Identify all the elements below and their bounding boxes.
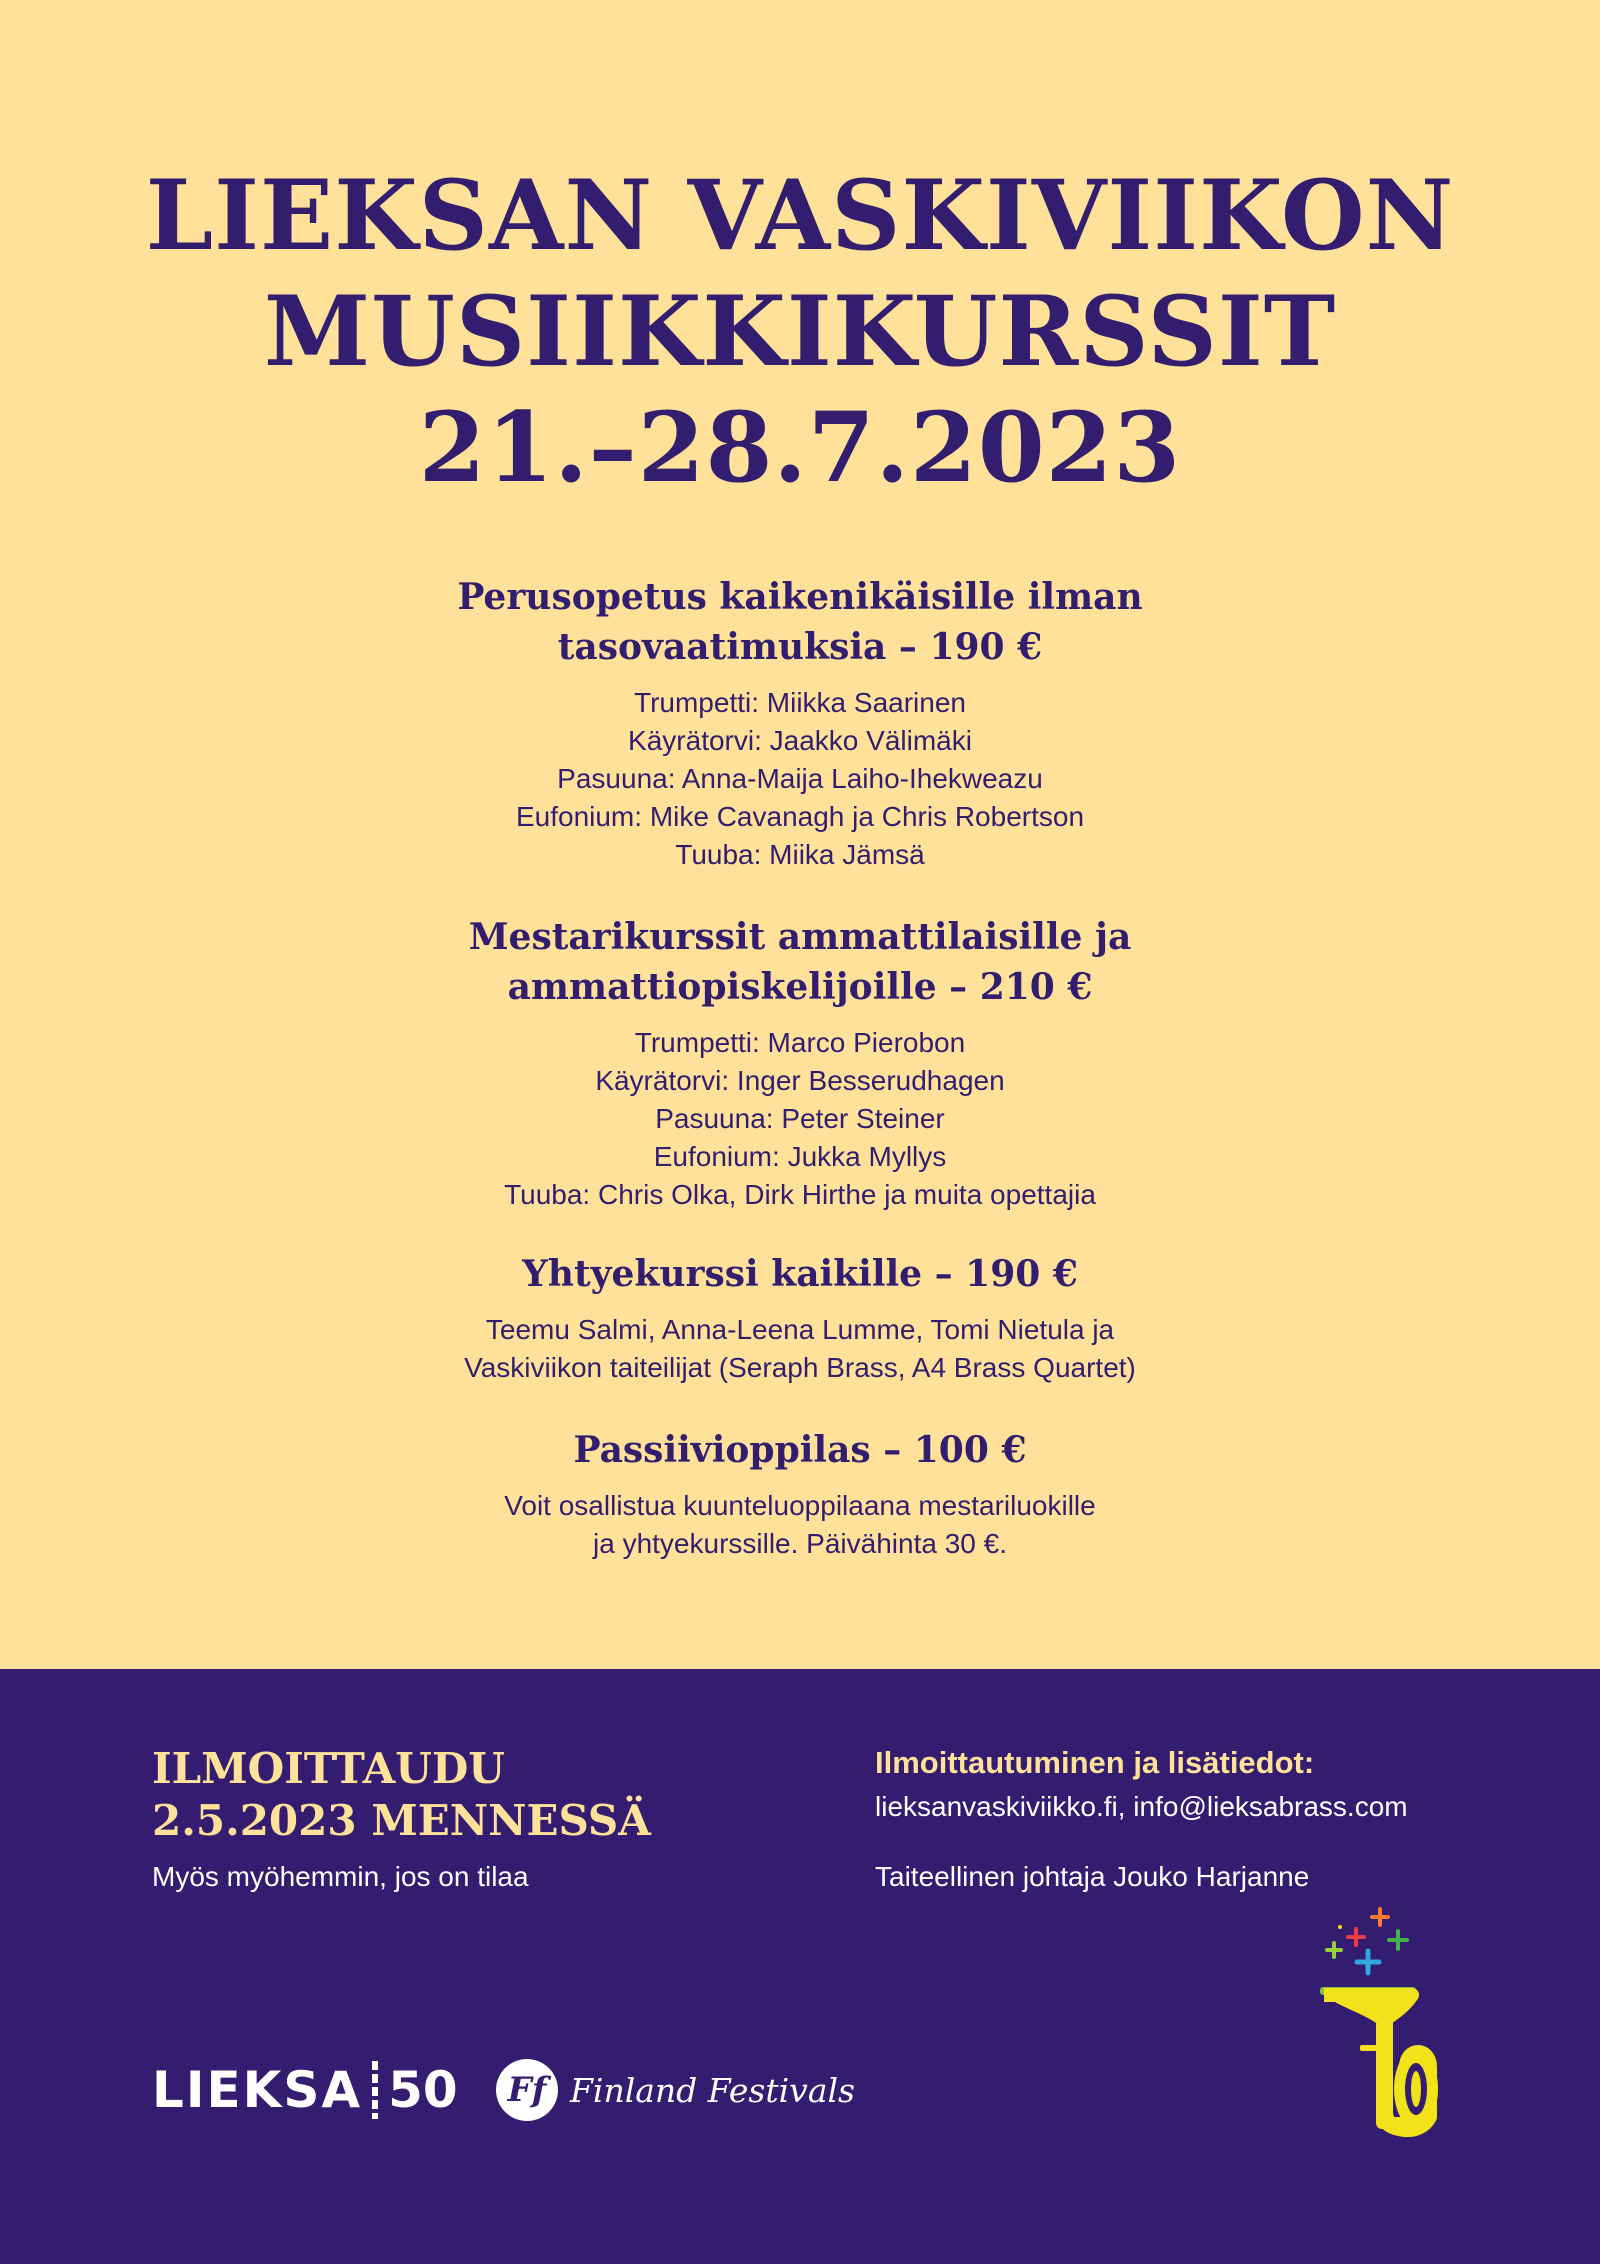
teacher-list [300,1311,1300,1387]
teacher-line: Trumpetti: Miikka Saarinen [634,687,966,718]
teacher-line: Käyrätorvi: Jaakko Välimäki [628,725,972,756]
finland-festivals-logo [496,2055,855,2125]
footer-band [0,1669,1600,2264]
section-heading: Mestarikurssit ammattilaisille ja ammattiopiskelijoille – 210 € [468,916,1132,1008]
teacher-line: Pasuuna: Anna-Maija Laiho-Ihekweazu [557,763,1043,794]
flowers-icon [1327,1909,1407,1973]
section-heading: Perusopetus kaikenikäisille ilman tasovaatimuksia – 190 € [457,576,1143,668]
teacher-line: Trumpetti: Marco Pierobon [634,1027,966,1058]
section-heading: Yhtyekurssi kaikille – 190 € [522,1253,1078,1295]
title-line-1: LIEKSAN VASKIVIIKON [145,159,1455,272]
lieksa-logo-number: 50 [388,2061,458,2119]
artistic-director: Taiteellinen johtaja Jouko Harjanne [875,1861,1310,1892]
teacher-line: Eufonium: Mike Cavanagh ja Chris Robertson [515,801,1085,832]
registration-subtext: Myös myöhemmin, jos on tilaa [152,1861,529,1892]
teacher-list [300,1024,1300,1214]
title-dates: 21.–28.7.2023 [418,391,1182,504]
section-masterclass [300,912,1300,1214]
description-line: Voit osallistua kuunteluoppilaana mestariluokille [504,1490,1096,1521]
ff-emblem-icon: Ff [496,2059,558,2121]
registration-heading: ILMOITTAUDU 2.5.2023 MENNESSÄ [152,1744,651,1845]
description [300,1487,1300,1563]
section-passive-student [300,1425,1300,1563]
teacher-line: Tuuba: Miika Jämsä [675,839,925,870]
teacher-list [300,684,1300,874]
teacher-line: Pasuuna: Peter Steiner [655,1103,945,1134]
title-line-2: MUSIIKKIKURSSIT [263,275,1337,388]
teacher-line: Tuuba: Chris Olka, Dirk Hirthe ja muita opettajia [504,1179,1096,1210]
teacher-line: Käyrätorvi: Inger Besserudhagen [595,1065,1005,1096]
section-heading: Passiivioppilas – 100 € [573,1429,1027,1471]
info-heading: Ilmoittautuminen ja lisätiedot: [875,1745,1315,1780]
ff-logo-name: Finland Festivals [570,2070,855,2110]
description-line: ja yhtyekurssille. Päivähinta 30 €. [593,1528,1007,1559]
section-basic-course [300,572,1300,874]
tuba-with-flowers-icon [1320,1907,1460,2147]
page-title [0,158,1600,506]
logo-divider [372,2061,378,2119]
teacher-line: Teemu Salmi, Anna-Leena Lumme, Tomi Nietula ja [485,1314,1115,1345]
teacher-line: Vaskiviikon taiteilijat (Seraph Brass, A4 Brass Quartet) [464,1352,1136,1383]
section-ensemble-course [300,1249,1300,1387]
lieksa-logo-word: LIEKSA [152,2061,363,2119]
teacher-line: Eufonium: Jukka Myllys [653,1141,947,1172]
contact-links[interactable]: lieksanvaskiviikko.fi, info@lieksabrass.com [875,1791,1408,1822]
lieksa-50-logo [152,2059,458,2121]
